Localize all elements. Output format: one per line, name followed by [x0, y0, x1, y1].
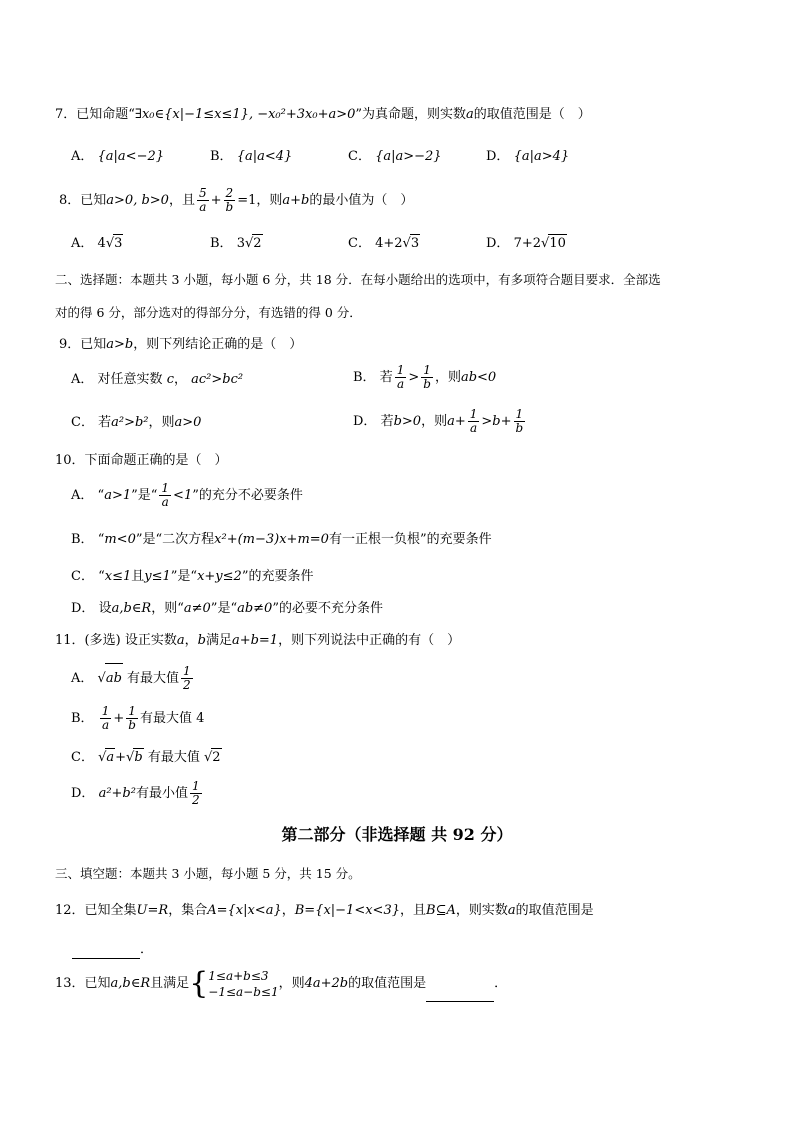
brace-icon: { — [189, 965, 209, 1001]
q11-option-b: B． $\frac{1}{a}$ + $\frac{1}{b}$ 有最大值 4 — [71, 704, 205, 732]
q7-option-d: D． {a|a>4} — [486, 149, 570, 164]
q13-answer-blank[interactable] — [426, 987, 494, 1002]
part-2-title: 第二部分（非选择题 共 92 分） — [281, 825, 513, 844]
q12-answer-line: ． — [72, 941, 153, 959]
q8-option-c: C． 4+2√3 — [348, 236, 420, 251]
q10-option-a: A． “a>1”是“ $\frac{1}{a}$ <1”的充分不必要条件 — [71, 481, 303, 509]
q7-math: ∃x₀∈{x|−1≤x≤1}, −x₀²+3x₀+a>0 — [134, 107, 356, 122]
q10-option-c: C． “x≤1且y≤1”是“x+y≤2”的充要条件 — [71, 569, 314, 584]
q11-option-a: A． √ab 有最大值 $\frac{1}{2}$ — [71, 664, 191, 692]
q12-answer-blank[interactable] — [72, 944, 140, 959]
q10-option-d: D． 设a,b∈R，则“a≠0”是“ab≠0”的必要不充分条件 — [71, 601, 383, 616]
section-3-header: 三、填空题：本题共 3 小题，每小题 5 分，共 15 分。 — [55, 866, 361, 881]
q10-stem: 10．下面命题正确的是（ ） — [55, 453, 228, 468]
q8-stem: 8．已知a>0, b>0，且 $\frac{5}{a}$ + $\frac{2}{b}$ =1，则a+b的最小值为（ ） — [59, 186, 414, 214]
q13-system: 1≤a+b≤3 −1≤a−b≤1 — [208, 968, 279, 999]
q8-option-d: D． 7+2√10 — [486, 236, 566, 251]
q7-option-b: B． {a|a<4} — [210, 149, 293, 164]
section-2-header-line-1: 二、选择题：本题共 3 小题，每小题 6 分，共 18 分．在每小题给出的选项中，有多项符合题目要求．全部选 — [55, 272, 661, 287]
q13-stem: 13．已知a,b∈R且满足{ 1≤a+b≤3 −1≤a−b≤1 ，则4a+2b的取值范围是 ． — [55, 965, 508, 1001]
q12-stem: 12．已知全集U=R，集合A={x|x<a}，B={x|−1<x<3}，且B⊆A，则实数a的取值范围是 — [55, 903, 594, 918]
q8-fraction-1: $\frac{5}{a}$ — [198, 186, 207, 214]
q8-option-a: A． 4√3 — [71, 236, 123, 251]
q9-option-c: C． 若a²>b²，则a>0 — [71, 415, 202, 430]
q11-option-d: D． a²+b²有最小值 $\frac{1}{2}$ — [71, 779, 200, 807]
q10-option-b: B． “m<0”是“二次方程x²+(m−3)x+m=0有一正根一负根”的充要条件 — [71, 532, 492, 547]
q9-option-b: B． 若 $\frac{1}{a}$ > $\frac{1}{b}$ ，则ab<0 — [353, 363, 497, 391]
q7-option-c: C． {a|a>−2} — [348, 149, 442, 164]
q7-option-a: A． {a|a<−2} — [71, 149, 165, 164]
section-2-header-line-2: 对的得 6 分，部分选对的得部分分，有选错的得 0 分． — [55, 305, 362, 320]
q9-option-d: D． 若b>0，则a+ $\frac{1}{a}$ >b+ $\frac{1}{b}$ — [353, 407, 524, 435]
q8-fraction-2: $\frac{2}{b}$ — [225, 186, 234, 214]
q9-stem: 9．已知a>b，则下列结论正确的是（ ） — [59, 337, 303, 352]
q7-stem: 7．已知命题“∃x₀∈{x|−1≤x≤1}, −x₀²+3x₀+a>0”为真命题，则实数a的取值范围是（ ） — [55, 107, 591, 122]
q9-option-a: A． 对任意实数 c， ac²>bc² — [71, 372, 244, 387]
q8-option-b: B． 3√2 — [210, 236, 262, 251]
q11-option-c: C． √a+√b 有最大值 √2 — [71, 750, 221, 765]
q11-stem: 11．(多选) 设正实数a，b满足a+b=1，则下列说法中正确的有（ ） — [55, 633, 461, 648]
